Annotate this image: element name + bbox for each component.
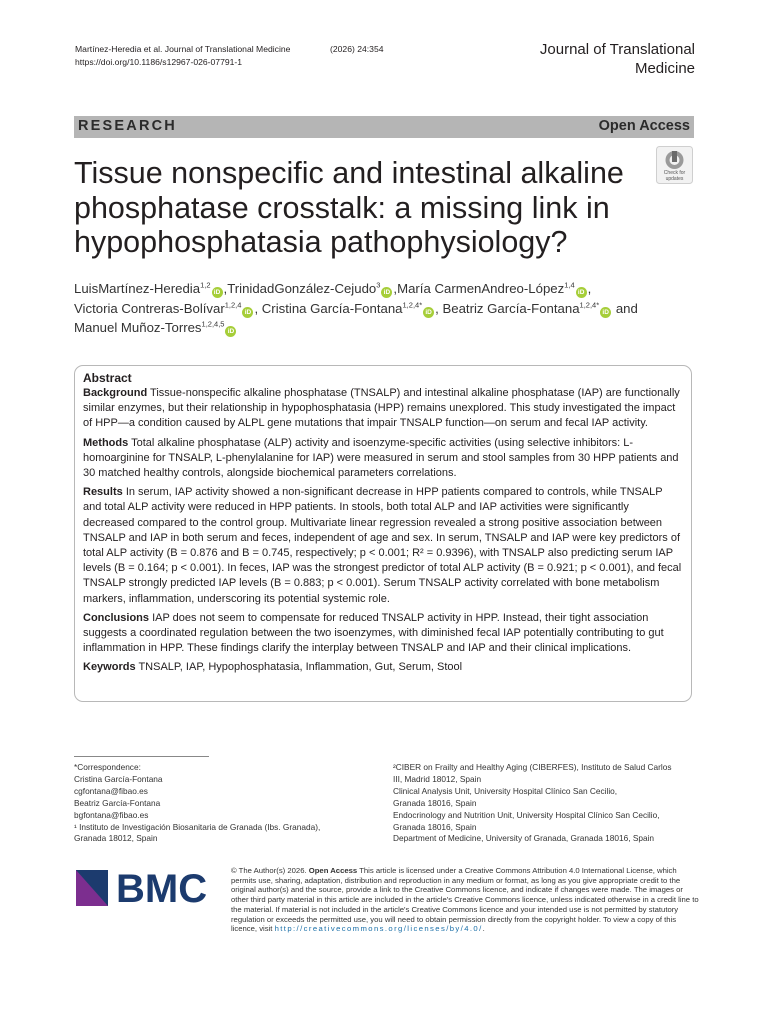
article-type-banner — [74, 116, 694, 138]
license-link[interactable]: http://creativecommons.org/licenses/by/4.0/ — [274, 924, 483, 934]
author[interactable] — [74, 281, 227, 296]
author[interactable] — [227, 281, 397, 296]
conclusions-label: Conclusions — [83, 611, 150, 624]
author-list — [74, 279, 699, 338]
footnote-divider — [74, 756, 209, 757]
footnote-line: ¹ Instituto de Investigación Biosanitaria de Granada (Ibs. Granada), — [74, 821, 321, 832]
abstract-results — [83, 485, 683, 607]
bmc-logo-icon — [74, 866, 214, 910]
footnote-line: Clinical Analysis Unit, University Hospital Clínico San Cecilio, — [393, 785, 618, 796]
methods-text: Total alkaline phosphatase (ALP) activity and isoenzyme-specific activities (using selective inhibitors: L-homoarginine for TNSALP, L-phenylalanine for IAP) were measured in serum and stool samples from 30 HPP patients and 30 matched healthy controls, alongside biochemical parameters correlations. — [83, 436, 679, 480]
orcid-icon[interactable]: iD — [212, 287, 223, 298]
background-label: Background — [83, 387, 148, 399]
volume-line: (2026) 24:354 — [330, 44, 384, 54]
author-affiliation: 1,2,4* — [402, 300, 423, 310]
author[interactable] — [262, 301, 439, 316]
methods-label: Methods — [83, 436, 129, 449]
footnote-line: Endocrinology and Nutrition Unit, University Hospital Clínico San Cecilio, — [393, 809, 660, 820]
author-name: María CarmenAndreo-López — [397, 281, 565, 296]
journal-name — [465, 40, 695, 78]
author-separator: , — [587, 281, 592, 296]
author-affiliation: 3 — [376, 280, 381, 290]
bmc-logo[interactable] — [74, 866, 214, 910]
footnote-line: Granada 18016, Spain — [393, 797, 477, 808]
orcid-icon[interactable]: iD — [600, 307, 611, 318]
check-for-updates-badge[interactable] — [656, 146, 693, 184]
orcid-icon[interactable]: iD — [381, 287, 392, 298]
license-text: This article is licensed under a Creative Commons Attribution 4.0 International License, which permits use, sharing, adaptation, distribution and reproduction in any medium or format, as long as you give appropriate credit to the original author(s) and the source, provide a link to the Creative Commons licence, and indicate if changes were made. The images or other third party material in this article are included in the article's Creative Commons licence, unless indicated otherwise in a credit line to the material. If material is not included in the article's Creative Commons licence and your intended use is not permitted by statutory regulation or exceeds the permitted use, you will need to obtain permission directly from the copyright holder. To view a copy of this licence, visit — [231, 866, 699, 934]
author-affiliation: 1,4 — [564, 280, 575, 290]
abstract-heading: Abstract — [83, 371, 132, 385]
email-link[interactable]: bgfontana@fibao.es — [74, 809, 149, 820]
author-separator: , — [393, 281, 398, 296]
affiliations-footnote — [393, 762, 693, 845]
background-text: Tissue-nonspecific alkaline phosphatase (TNSALP) and intestinal alkaline phosphatase (IAP) are functionally similar enzymes, but their relationship in hypophosphatasia (HPP) remains unexplored. This study investigated the impact of HPP—a condition caused by ALPL gene mutations that impair TNSALP function—on serum and fecal IAP activity. — [83, 387, 680, 430]
author-name: Beatriz García-Fontana — [442, 300, 580, 316]
author-name: LuisMartínez-Heredia — [74, 281, 201, 296]
journal-name-line1: Journal of Translational — [539, 41, 695, 58]
results-label: Results — [83, 486, 123, 499]
author[interactable] — [397, 281, 591, 296]
article-title: Tissue nonspecific and intestinal alkaline phosphatase crosstalk: a missing link in hypophosphatasia pathophysiology? — [74, 156, 624, 259]
article-type-label: RESEARCH — [78, 118, 177, 134]
keywords-label: Keywords — [83, 661, 136, 674]
license-open-access: Open Access — [308, 866, 358, 875]
open-access-label: Open Access — [598, 118, 690, 134]
author[interactable] — [74, 320, 237, 335]
abstract-keywords — [83, 660, 683, 675]
bmc-logo-text: BMC — [116, 867, 208, 910]
license-tail: . — [482, 924, 485, 934]
journal-name-line2: Medicine — [634, 60, 695, 77]
orcid-icon[interactable]: iD — [225, 326, 236, 337]
footnote-line: III, Madrid 18012, Spain — [393, 773, 482, 784]
abstract-background — [83, 386, 683, 432]
orcid-icon[interactable]: iD — [576, 287, 587, 298]
license-lead: © The Author(s) 2026. — [231, 866, 307, 875]
author-separator: and — [612, 300, 638, 316]
doi-link[interactable]: https://doi.org/10.1186/s12967-026-07791-1 — [75, 57, 243, 67]
author-name: Cristina García-Fontana — [261, 300, 403, 316]
license-statement — [231, 866, 701, 934]
footnote-line: Beatriz García-Fontana — [74, 797, 161, 808]
author-affiliation: 1,2,4,5 — [201, 319, 225, 329]
crossmark-text — [656, 170, 693, 182]
author-separator: , — [254, 300, 259, 316]
footnote-line: Cristina García-Fontana — [74, 773, 163, 784]
author-separator: , — [223, 281, 228, 296]
author-affiliation: 1,2 — [200, 280, 211, 290]
abstract-methods — [83, 436, 683, 482]
results-text: In serum, IAP activity showed a non-significant decrease in HPP patients compared to controls, while TNSALP and total ALP activity were reduced in HPP patients. In stools, both total ALP and IAP activities were significantly decreased compared to the control group. Multivariate linear regression revealed a strong positive association between TNSALP and IAP in both serum and feces, independent of age and sex. In serum, TNSALP and IAP were key predictors of total ALP activity (B = 0.876 and B = 0.745, respectively; p < 0.001; R² = 0.9396), with TNSALP also predicting serum IAP levels (B = 0.164; p < 0.001). In feces, IAP was the strongest predictor of total ALP activity (B = 0.921; p < 0.001), and fecal TNSALP strongly predicted IAP levels (B = 0.883; p < 0.001). Serum TNSALP activity correlated with bone metabolism markers, inflammation, underscoring its potential systemic role. — [83, 486, 682, 605]
author[interactable] — [74, 301, 258, 316]
author[interactable] — [442, 301, 637, 316]
author-name: TrinidadGonzález-Cejudo — [227, 281, 377, 296]
crossmark-line2: updates — [665, 176, 684, 182]
correspondence-footnote — [74, 762, 374, 845]
abstract-conclusions — [83, 611, 683, 657]
author-affiliation: 1,2,4 — [224, 300, 242, 310]
conclusions-text: IAP does not seem to compensate for reduced TNSALP activity in HPP. Instead, their tight association suggests a coordinated regulation between the two isoenzymes, with diminished fecal IAP potentially contributing to gut inflammation in HPP. These findings clarify the interplay between TNSALP and IAP and their clinical implications. — [83, 611, 664, 655]
orcid-icon[interactable]: iD — [242, 307, 253, 318]
citation-line: Martínez-Heredia et al. Journal of Translational Medicine — [75, 44, 291, 54]
author-separator: , — [435, 300, 439, 316]
author-name: Manuel Muñoz-Torres — [74, 320, 202, 335]
keywords-text: TNSALP, IAP, Hypophosphatasia, Inflammation, Gut, Serum, Stool — [138, 661, 463, 674]
footnote-line: *Correspondence: — [74, 762, 141, 772]
running-header — [75, 43, 384, 69]
footnote-line: Department of Medicine, University of Granada, Granada 18016, Spain — [393, 833, 655, 844]
email-link[interactable]: cgfontana@fibao.es — [74, 785, 148, 796]
orcid-icon[interactable]: iD — [423, 307, 434, 318]
author-name: Victoria Contreras-Bolívar — [74, 300, 225, 316]
abstract-box — [74, 365, 692, 702]
footnote-line: Granada 18016, Spain — [393, 821, 477, 832]
footnote-line: Granada 18012, Spain — [74, 833, 158, 844]
crossmark-line1: Check for — [663, 170, 686, 176]
footnote-line: ²CIBER on Frailty and Healthy Aging (CIBERFES), Instituto de Salud Carlos — [393, 762, 672, 772]
author-affiliation: 1,2,4* — [579, 300, 600, 310]
